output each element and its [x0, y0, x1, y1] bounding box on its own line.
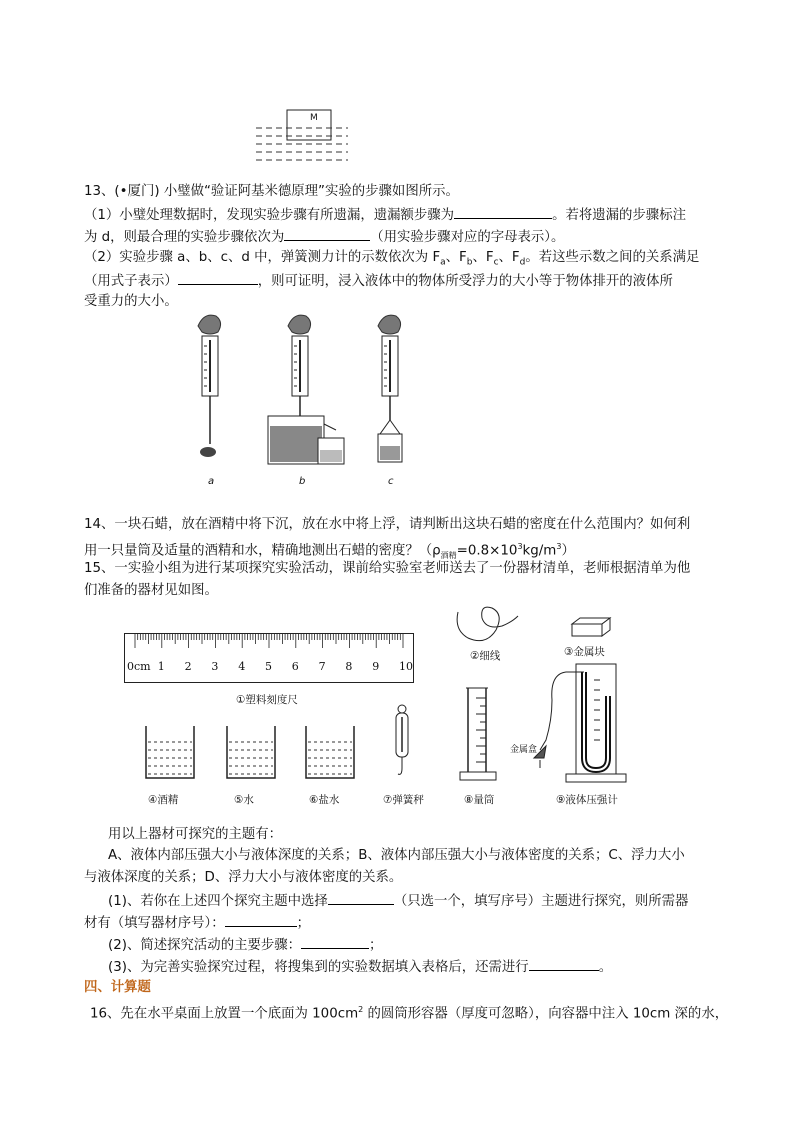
ruler-tick-label: 7	[318, 660, 326, 673]
ruler-tick-label: 9	[372, 660, 380, 673]
plastic-ruler	[124, 633, 414, 683]
q15-next-step-blank[interactable]	[529, 957, 599, 971]
fig-label-c: c	[388, 476, 394, 487]
alcohol-beaker	[144, 722, 196, 782]
q15-para1: 用以上器材可探究的主题有：	[108, 827, 283, 842]
q15-topic-blank[interactable]	[328, 891, 394, 905]
water-beaker	[225, 722, 277, 782]
q15-para7: (3)、为完善实验探究过程，将搜集到的实验数据填入表格后，还需进行 。	[108, 957, 612, 977]
thread-figure	[452, 600, 522, 648]
ruler-tick-marks	[125, 634, 415, 654]
spring-scale-figure-b	[262, 312, 352, 472]
metal-box-label: 金属盒	[510, 745, 538, 755]
spring-balance-figure	[390, 704, 414, 784]
q15-steps-blank[interactable]	[301, 935, 369, 949]
q13-line3: 为 d，则最合理的实验步骤依次为 （用实验步骤对应的字母表示）。	[84, 227, 564, 247]
q15-para5: 材有（填写器材序号）： ；	[84, 913, 310, 933]
spring-balance-caption: ⑦弹簧秤	[383, 794, 424, 806]
ruler-tick-label: 6	[291, 660, 299, 673]
q13-blank3[interactable]	[178, 271, 258, 285]
fig-label-b: b	[299, 476, 306, 487]
q13-line1: 13、(•厦门) 小璧做“验证阿基米德原理”实验的步骤如图所示。	[84, 184, 459, 199]
spring-scale-figure-a	[190, 312, 230, 462]
ruler-tick-label: 1	[157, 660, 165, 673]
ruler-caption: ①塑料刻度尺	[236, 694, 298, 706]
q15-line1: 15、一实验小组为进行某项探究实验活动，课前给实验室老师送去了一份器材清单，老师根据清单为他	[84, 561, 691, 576]
q16-line1: 16、先在水平桌面上放置一个底面为 $100cm^2$ 的圆筒形容器（厚度可忽略），向容器中注入 10cm 深的水，	[90, 1005, 729, 1022]
block-label: M	[310, 113, 318, 123]
pressure-gauge-caption: ⑨液体压强计	[556, 794, 618, 806]
metal-block-caption: ③金属块	[564, 646, 605, 658]
metal-block-figure	[568, 616, 614, 640]
salt-water-beaker	[304, 722, 356, 782]
ruler-tick-label: 3	[211, 660, 219, 673]
ruler-tick-label: 0cm	[127, 660, 151, 673]
section-calculation-title: 四、计算题	[84, 980, 151, 995]
thread-caption: ②细线	[470, 650, 501, 662]
q15-para2: A、液体内部压强大小与液体深度的关系；B、液体内部压强大小与液体密度的关系；C、浮力大小	[108, 848, 685, 863]
q15-para3: 与液体深度的关系；D、浮力大小与液体密度的关系。	[84, 870, 403, 885]
measuring-cylinder-caption: ⑧量筒	[464, 794, 495, 806]
water-caption: ⑤水	[234, 794, 254, 806]
q15-line2: 们准备的器材见如图。	[84, 583, 218, 598]
salt-water-caption: ⑥盐水	[309, 794, 340, 806]
q13-blank1[interactable]	[454, 205, 552, 219]
q14-line2: 用一只量筒及适量的酒精和水，精确地测出石蜡的密度？$(\rho_{酒精}=0.8\times 10^3kg/m^3)$	[84, 542, 575, 561]
q14-line1: 14、一块石蜡，放在酒精中将下沉，放在水中将上浮，请判断出这块石蜡的密度在什么范围内？如何利	[84, 517, 691, 532]
ruler-tick-label: 8	[345, 660, 353, 673]
ruler-tick-label: 10	[399, 660, 413, 673]
fig-label-a: a	[208, 476, 215, 487]
q13-line5: （用式子表示） ，则可证明，浸入液体中的物体所受浮力的大小等于物体排开的液体所	[84, 271, 673, 291]
pressure-gauge-figure	[530, 660, 630, 784]
ruler-tick-label: 4	[238, 660, 246, 673]
q15-para6: (2)、简述探究活动的主要步骤： ；	[108, 935, 382, 955]
q13-blank2[interactable]	[284, 227, 370, 241]
q15-para4: (1)、若你在上述四个探究主题中选择 （只选一个，填写序号）主题进行探究，则所需器	[108, 891, 688, 911]
q13-line4: （2）实验步骤 a、b、c、d 中，弹簧测力计的示数依次为 $F_a$、$F_b$、$F_c$、$F_d$。若这些示数之间的关系满足	[84, 250, 700, 268]
ruler-tick-label: 2	[184, 660, 192, 673]
floating-block-figure	[252, 104, 352, 166]
alcohol-caption: ④酒精	[148, 794, 179, 806]
ruler-tick-label: 5	[265, 660, 272, 673]
measuring-cylinder-figure	[456, 684, 506, 784]
q13-line6: 受重力的大小。	[84, 294, 178, 309]
q15-equipment-blank[interactable]	[225, 913, 297, 927]
spring-scale-figure-c	[370, 312, 410, 462]
q13-line2: （1）小璧处理数据时，发现实验步骤有所遗漏，遗漏额步骤为 。若将遗漏的步骤标注	[84, 205, 686, 225]
